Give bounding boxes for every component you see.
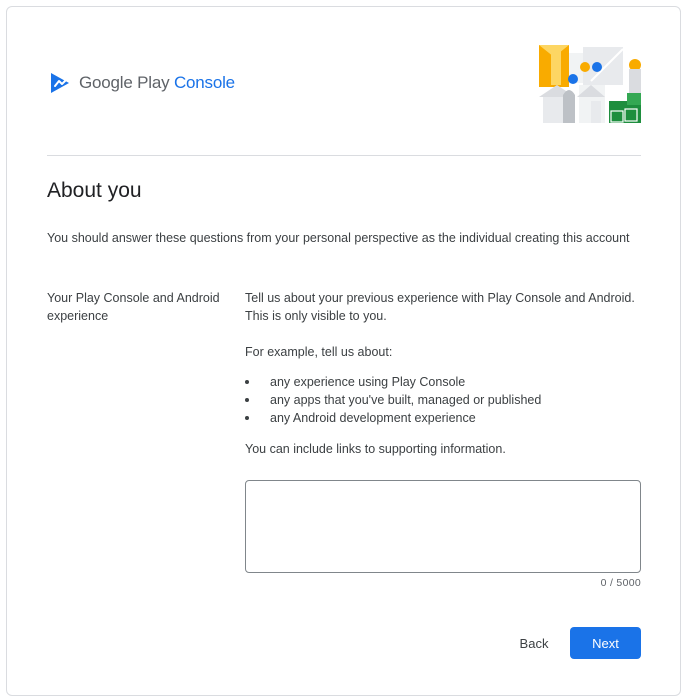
character-counter: 0 / 5000 [600, 577, 641, 589]
about-you-card [6, 6, 681, 696]
list-item: any Android development experience [245, 409, 541, 427]
list-item: any experience using Play Console [245, 373, 541, 391]
play-console-illustration [539, 45, 643, 123]
play-console-logo-text [79, 73, 235, 93]
experience-textarea[interactable] [245, 480, 641, 573]
list-item: any apps that you've built, managed or published [245, 391, 541, 409]
play-console-logo-icon [49, 71, 71, 95]
logo-text-google-play: Google Play [79, 73, 170, 92]
back-button[interactable]: Back [507, 627, 561, 659]
example-intro: For example, tell us about: [245, 345, 393, 359]
page-title: About you [47, 179, 142, 202]
section-label: Your Play Console and Android experience [47, 291, 220, 323]
example-list [245, 373, 541, 427]
next-button[interactable]: Next [570, 627, 641, 659]
header-divider [47, 155, 641, 156]
links-note: You can include links to supporting information. [245, 442, 506, 456]
play-console-logo [49, 71, 235, 95]
section-description: Tell us about your previous experience with Play Console and Android. This is only visible to you. [245, 291, 635, 323]
intro-text: You should answer these questions from your personal perspective as the individual creating this account [47, 231, 630, 245]
logo-text-console: Console [173, 73, 235, 92]
